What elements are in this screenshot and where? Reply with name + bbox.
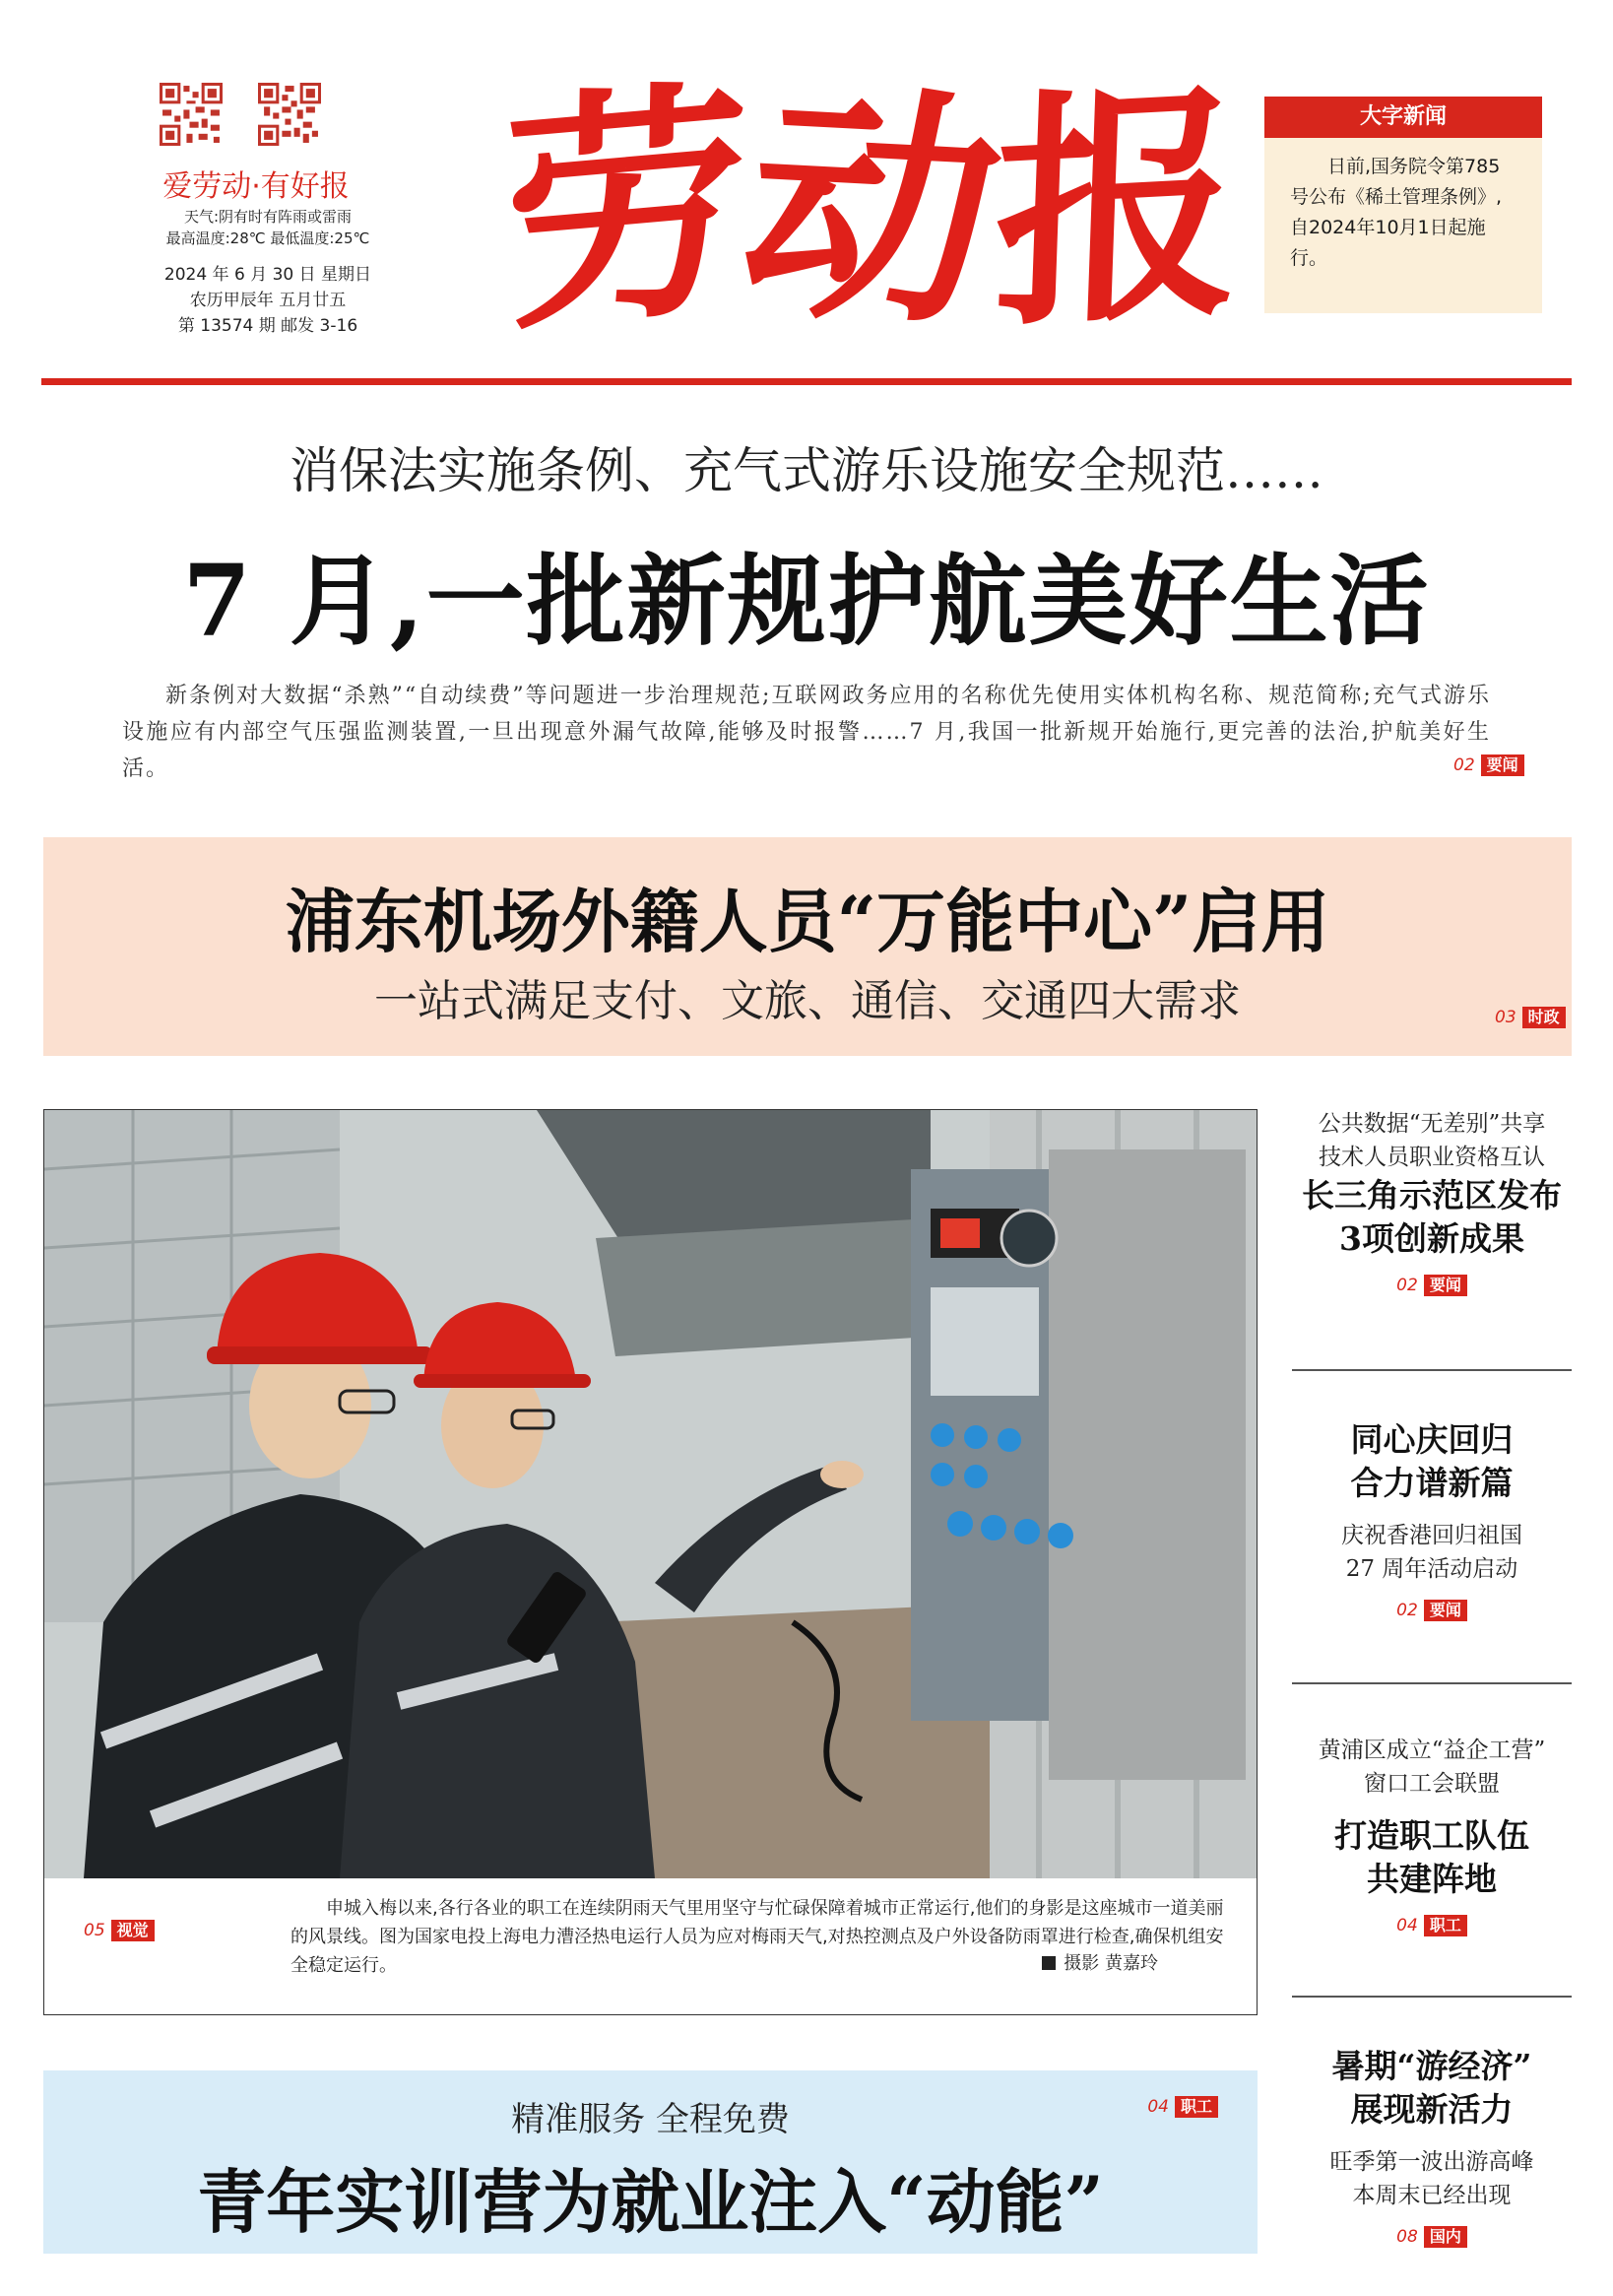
news-photo bbox=[44, 1110, 1257, 1878]
logo-char-2: 动 bbox=[720, 58, 1023, 360]
qr-code-left bbox=[156, 79, 226, 150]
sidebar-story-4[interactable] bbox=[1292, 2045, 1572, 2248]
slogan: 爱劳动·有好报 bbox=[162, 169, 350, 204]
training-page-ref[interactable] bbox=[1147, 2096, 1218, 2118]
story-title: 同心庆回归 bbox=[1350, 1420, 1514, 1459]
training-story-title: 青年实训营为就业注入“动能” bbox=[197, 2161, 1104, 2243]
page-number: 04 bbox=[1147, 2097, 1169, 2117]
photographer: 摄影 黄嘉玲 bbox=[1064, 1953, 1158, 1974]
airport-page-ref[interactable] bbox=[1495, 1007, 1566, 1028]
credit-square-icon bbox=[1042, 1956, 1056, 1970]
story-title: 合力谱新篇 bbox=[1350, 1464, 1514, 1502]
photo-caption: 申城入梅以来,各行各业的职工在连续阴雨天气里用坚守与忙碌保障着城市正常运行,他们的身影是这座城市一道美丽的风景线。图为国家电投上海电力漕泾热电运行人员为应对梅雨天气,对热控测点及户外设备防雨罩进行检查,确保机组安全稳定运行。 bbox=[290, 1898, 1224, 1976]
section-tag: 职工 bbox=[1175, 2096, 1218, 2118]
sidebar-divider bbox=[1292, 1996, 1572, 1998]
big-news-box[interactable] bbox=[1264, 97, 1542, 313]
section-tag: 时政 bbox=[1522, 1007, 1566, 1028]
issue-number: 第 13574 期 邮发 3-16 bbox=[177, 316, 358, 336]
story-title: 打造职工队伍 bbox=[1334, 1816, 1529, 1855]
weather-condition: 天气:阴有时有阵雨或雷雨 bbox=[183, 208, 353, 226]
lead-headline[interactable]: 7 月,一批新规护航美好生活 bbox=[182, 543, 1431, 659]
big-news-body: 日前,国务院令第785号公布《稀土管理条例》,自2024年10月1日起施行。 bbox=[1290, 156, 1503, 269]
sidebar-divider bbox=[1292, 1369, 1572, 1371]
story-page-ref[interactable] bbox=[1292, 1275, 1572, 1296]
lead-page-ref[interactable] bbox=[1453, 754, 1524, 776]
lead-kicker: 消保法实施条例、充气式游乐设施安全规范…… bbox=[290, 442, 1323, 499]
logo-char-1: 劳 bbox=[499, 52, 751, 365]
page-number: 08 bbox=[1396, 2227, 1418, 2247]
temperature-range: 最高温度:28℃ 最低温度:25℃ bbox=[165, 230, 370, 247]
page-number: 02 bbox=[1396, 1276, 1418, 1295]
lunar-date: 农历甲辰年 五月廿五 bbox=[189, 291, 347, 310]
story-subhead: 旺季第一波出游高峰 bbox=[1329, 2149, 1534, 2175]
story-title: 展现新活力 bbox=[1350, 2090, 1514, 2129]
story-page-ref[interactable] bbox=[1292, 1600, 1572, 1621]
airport-story-band[interactable] bbox=[43, 837, 1572, 1056]
story-subhead: 技术人员职业资格互认 bbox=[1319, 1145, 1545, 1170]
page-number: 03 bbox=[1495, 1008, 1516, 1027]
airport-story-title: 浦东机场外籍人员“万能中心”启用 bbox=[285, 881, 1330, 962]
page-number: 02 bbox=[1396, 1601, 1418, 1620]
logo-char-3: 报 bbox=[990, 56, 1246, 361]
story-title: 共建阵地 bbox=[1367, 1860, 1497, 1898]
sidebar-story-3[interactable] bbox=[1292, 1734, 1572, 1936]
story-title: 3项创新成果 bbox=[1339, 1219, 1524, 1258]
story-subhead: 本周末已经出现 bbox=[1352, 2183, 1512, 2208]
photo-page-ref[interactable] bbox=[84, 1920, 155, 1941]
section-tag: 国内 bbox=[1424, 2226, 1467, 2248]
story-subhead: 公共数据“无差别”共享 bbox=[1318, 1111, 1546, 1137]
publication-date: 2024 年 6 月 30 日 星期日 bbox=[163, 265, 372, 285]
story-page-ref[interactable] bbox=[1292, 2226, 1572, 2248]
section-tag: 要闻 bbox=[1424, 1600, 1467, 1621]
page-number: 02 bbox=[1453, 755, 1475, 775]
training-story-subtitle: 精准服务 全程免费 bbox=[511, 2100, 790, 2139]
story-subhead: 窗口工会联盟 bbox=[1364, 1771, 1500, 1797]
section-tag: 要闻 bbox=[1481, 754, 1524, 776]
sidebar-story-1[interactable] bbox=[1292, 1107, 1572, 1296]
lead-summary: 新条例对大数据“杀熟”“自动续费”等问题进一步治理规范;互联网政务应用的名称优先使用实体机构名称、规范简称;充气式游乐设施应有内部空气压强监测装置,一旦出现意外漏气故障,能够及时报警……7 月,我国一批新规开始施行,更完善的法治,护航美好生活。 bbox=[122, 684, 1491, 781]
page-number: 05 bbox=[84, 1921, 105, 1940]
masthead-rule bbox=[41, 378, 1572, 385]
photo-credit bbox=[1042, 1949, 1158, 1975]
sidebar-divider bbox=[1292, 1682, 1572, 1684]
sidebar-story-2[interactable] bbox=[1292, 1418, 1572, 1621]
story-page-ref[interactable] bbox=[1292, 1915, 1572, 1936]
big-news-header: 大字新闻 bbox=[1264, 97, 1542, 138]
section-tag: 职工 bbox=[1424, 1915, 1467, 1936]
weather-info bbox=[120, 206, 416, 249]
section-tag: 视觉 bbox=[111, 1920, 155, 1941]
newspaper-logo bbox=[483, 41, 1246, 376]
date-info bbox=[120, 262, 416, 339]
photo-story[interactable] bbox=[43, 1109, 1258, 2015]
story-title: 长三角示范区发布 bbox=[1302, 1176, 1562, 1214]
story-subhead: 庆祝香港回归祖国 bbox=[1341, 1523, 1522, 1548]
training-story-band[interactable] bbox=[43, 2070, 1258, 2254]
qr-code-right bbox=[254, 79, 325, 150]
page-number: 04 bbox=[1396, 1916, 1418, 1935]
story-title: 暑期“游经济” bbox=[1331, 2047, 1532, 2085]
story-subhead: 27 周年活动启动 bbox=[1345, 1556, 1518, 1582]
airport-story-subtitle: 一站式满足支付、文旅、通信、交通四大需求 bbox=[374, 976, 1241, 1026]
section-tag: 要闻 bbox=[1424, 1275, 1467, 1296]
story-subhead: 黄浦区成立“益企工营” bbox=[1318, 1738, 1546, 1763]
